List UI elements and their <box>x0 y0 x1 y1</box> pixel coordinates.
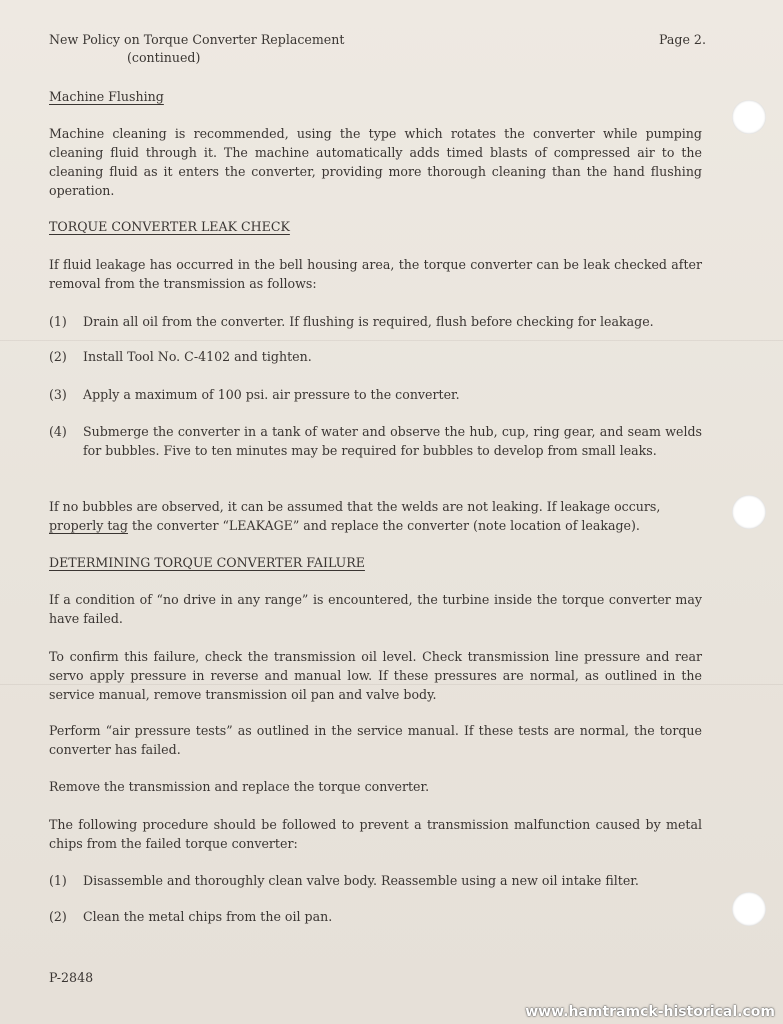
paper-crease <box>0 340 783 341</box>
punch-hole <box>732 892 766 926</box>
list-item-text: Install Tool No. C-4102 and tighten. <box>83 349 312 364</box>
continued-label: (continued) <box>127 50 201 65</box>
section-heading-failure: DETERMINING TORQUE CONVERTER FAILURE <box>49 555 365 570</box>
list-item-text: Drain all oil from the converter. If flushing is required, flush before checking for leakage. <box>83 314 654 329</box>
failure-paragraph-1: If a condition of “no drive in any range” is encountered, the turbine inside the torque converter may have failed. <box>49 592 702 626</box>
site-watermark: www.hamtramck-historical.com <box>525 1004 775 1020</box>
list-item-number: (2) <box>49 349 67 364</box>
list-item-number: (1) <box>49 873 67 888</box>
document-code: P-2848 <box>49 970 94 985</box>
section-heading-leak-check: TORQUE CONVERTER LEAK CHECK <box>49 219 290 234</box>
leak-check-outro-rest: the converter “LEAKAGE” and replace the converter (note location of leakage). <box>127 518 640 533</box>
properly-tag-text: properly tag <box>49 518 128 533</box>
list-item-text: Disassemble and thoroughly clean valve body. Reassemble using a new oil intake filter. <box>83 873 639 888</box>
failure-paragraph-3: Perform “air pressure tests” as outlined in the service manual. If these tests are normal, the torque converter has failed. <box>49 723 702 757</box>
document-title: New Policy on Torque Converter Replacement <box>49 32 345 47</box>
page-number: Page 2. <box>659 32 706 47</box>
list-item-number: (2) <box>49 909 67 924</box>
leak-check-intro: If fluid leakage has occurred in the bell housing area, the torque converter can be leak checked after removal from the transmission as follows: <box>49 257 702 291</box>
list-item-text: Clean the metal chips from the oil pan. <box>83 909 333 924</box>
punch-hole <box>732 495 766 529</box>
failure-paragraph-5: The following procedure should be followed to prevent a transmission malfunction caused by metal chips from the failed torque converter: <box>49 817 702 851</box>
list-item-number: (4) <box>49 424 67 439</box>
failure-paragraph-2: To confirm this failure, check the transmission oil level. Check transmission line pressure and rear servo apply pressure in reverse and manual low. If these pressures are normal, as outlined in the service manual, remove transmission oil pan and valve body. <box>49 649 702 702</box>
list-item-number: (1) <box>49 314 67 329</box>
leak-check-outro-line-1: If no bubbles are observed, it can be assumed that the welds are not leaking. If leakage occurs, <box>49 499 661 514</box>
failure-paragraph-4: Remove the transmission and replace the torque converter. <box>49 779 430 794</box>
section-heading-flushing: Machine Flushing <box>49 89 164 104</box>
list-item-text: Submerge the converter in a tank of water and observe the hub, cup, ring gear, and seam welds for bubbles. Five to ten minutes may be required for bubbles to develop from small leaks. <box>83 424 702 458</box>
list-item-text: Apply a maximum of 100 psi. air pressure to the converter. <box>83 387 460 402</box>
leak-check-outro-line-2 <box>49 516 640 535</box>
list-item-number: (3) <box>49 387 67 402</box>
flushing-paragraph: Machine cleaning is recommended, using the type which rotates the converter while pumping cleaning fluid through it. The machine automatically adds timed blasts of compressed air to the cleaning fluid as it enters the converter, providing more thorough cleaning than the hand flushing operation. <box>49 126 702 198</box>
punch-hole <box>732 100 766 134</box>
